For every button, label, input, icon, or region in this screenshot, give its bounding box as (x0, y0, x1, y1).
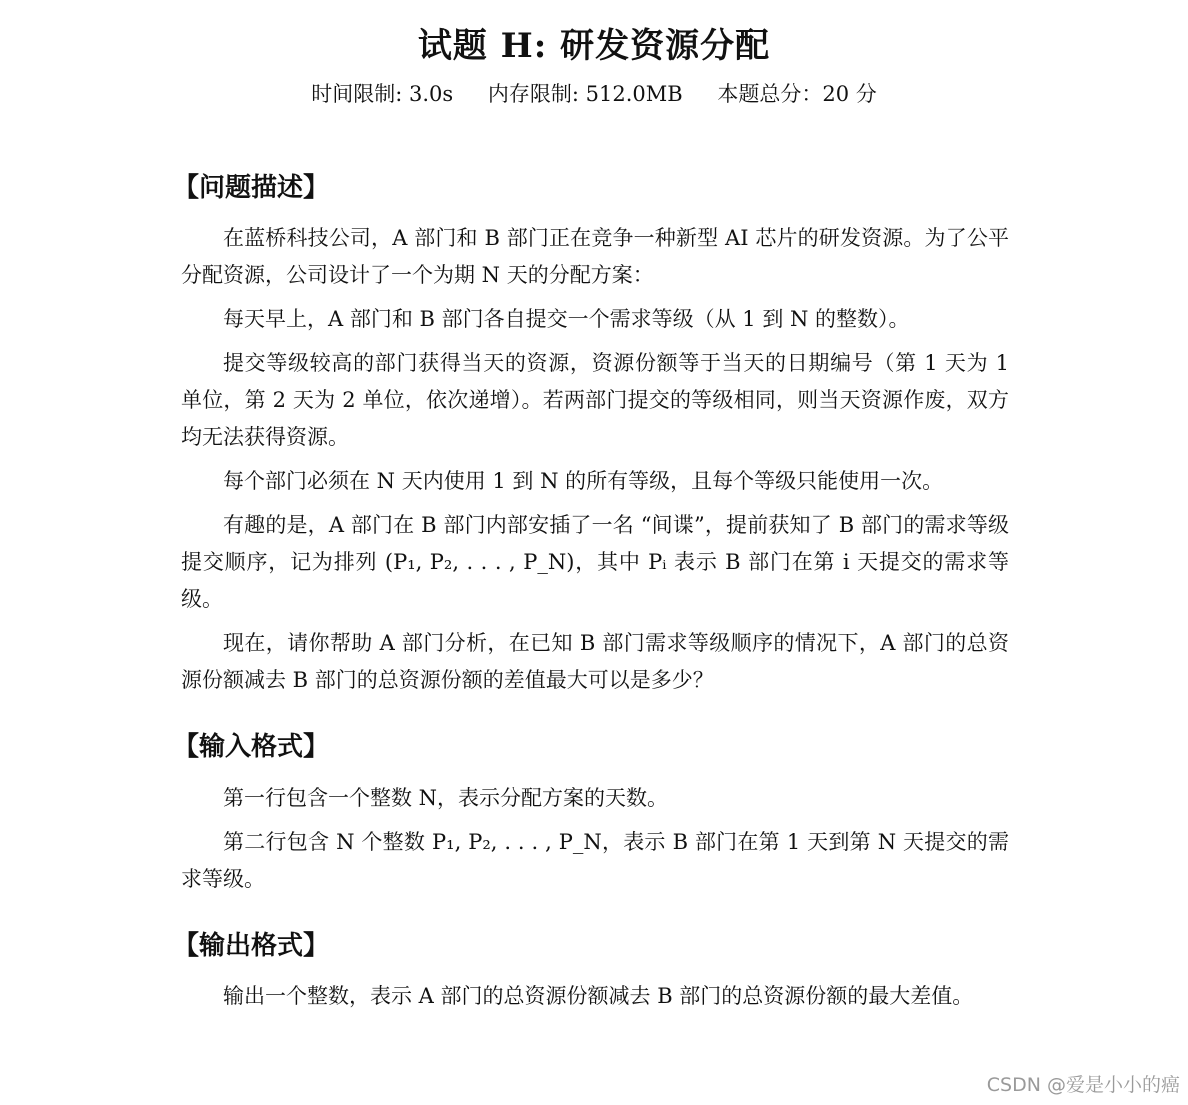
description-paragraph: 现在，请你帮助 A 部门分析，在已知 B 部门需求等级顺序的情况下，A 部门的总资源份额减去 B 部门的总资源份额的差值最大可以是多少？ (181, 631, 1009, 693)
description-section (173, 170, 1009, 699)
problem-content (173, 170, 1009, 1045)
memory-limit: 内存限制: 512.0MB (487, 82, 683, 106)
limits-line (0, 78, 1188, 108)
total-score: 本题总分：20 分 (717, 82, 877, 106)
csdn-watermark: CSDN @爱是小小的癌 (986, 1074, 1180, 1096)
description-heading: 【问题描述】 (173, 173, 330, 203)
description-paragraph: 提交等级较高的部门获得当天的资源，资源份额等于当天的日期编号（第 1 天为 1 单位，第 2 天为 2 单位，依次递增）。若两部门提交的等级相同，则当天资源作废，双方均无法获得资源。 (181, 351, 1009, 450)
description-paragraph: 在蓝桥科技公司，A 部门和 B 部门正在竞争一种新型 AI 芯片的研发资源。为了公平分配资源，公司设计了一个为期 N 天的分配方案： (181, 226, 1009, 288)
input-format-heading: 【输入格式】 (173, 732, 330, 763)
output-format-section (173, 928, 1009, 1015)
output-format-heading: 【输出格式】 (173, 930, 330, 961)
input-format-section (173, 729, 1009, 897)
description-paragraph: 有趣的是，A 部门在 B 部门内部安插了一名 “间谍”，提前获知了 B 部门的需求等级提交顺序，记为排列 (P₁, P₂, . . . , P_N)，其中 Pᵢ 表示 B 部门在第 i 天提交的需求等级。 (181, 513, 1009, 612)
input-format-paragraph: 第二行包含 N 个整数 P₁, P₂, . . . , P_N，表示 B 部门在第 1 天到第 N 天提交的需求等级。 (181, 829, 1009, 891)
description-paragraph: 每个部门必须在 N 天内使用 1 到 N 的所有等级，且每个等级只能使用一次。 (223, 469, 944, 494)
page-title: 试题 H: 研发资源分配 (417, 26, 771, 66)
time-limit: 时间限制: 3.0s (311, 82, 454, 106)
input-format-paragraph: 第一行包含一个整数 N，表示分配方案的天数。 (223, 785, 669, 810)
output-format-paragraph: 输出一个整数，表示 A 部门的总资源份额减去 B 部门的总资源份额的最大差值。 (223, 984, 974, 1009)
description-paragraph: 每天早上，A 部门和 B 部门各自提交一个需求等级（从 1 到 N 的整数）。 (223, 307, 910, 332)
